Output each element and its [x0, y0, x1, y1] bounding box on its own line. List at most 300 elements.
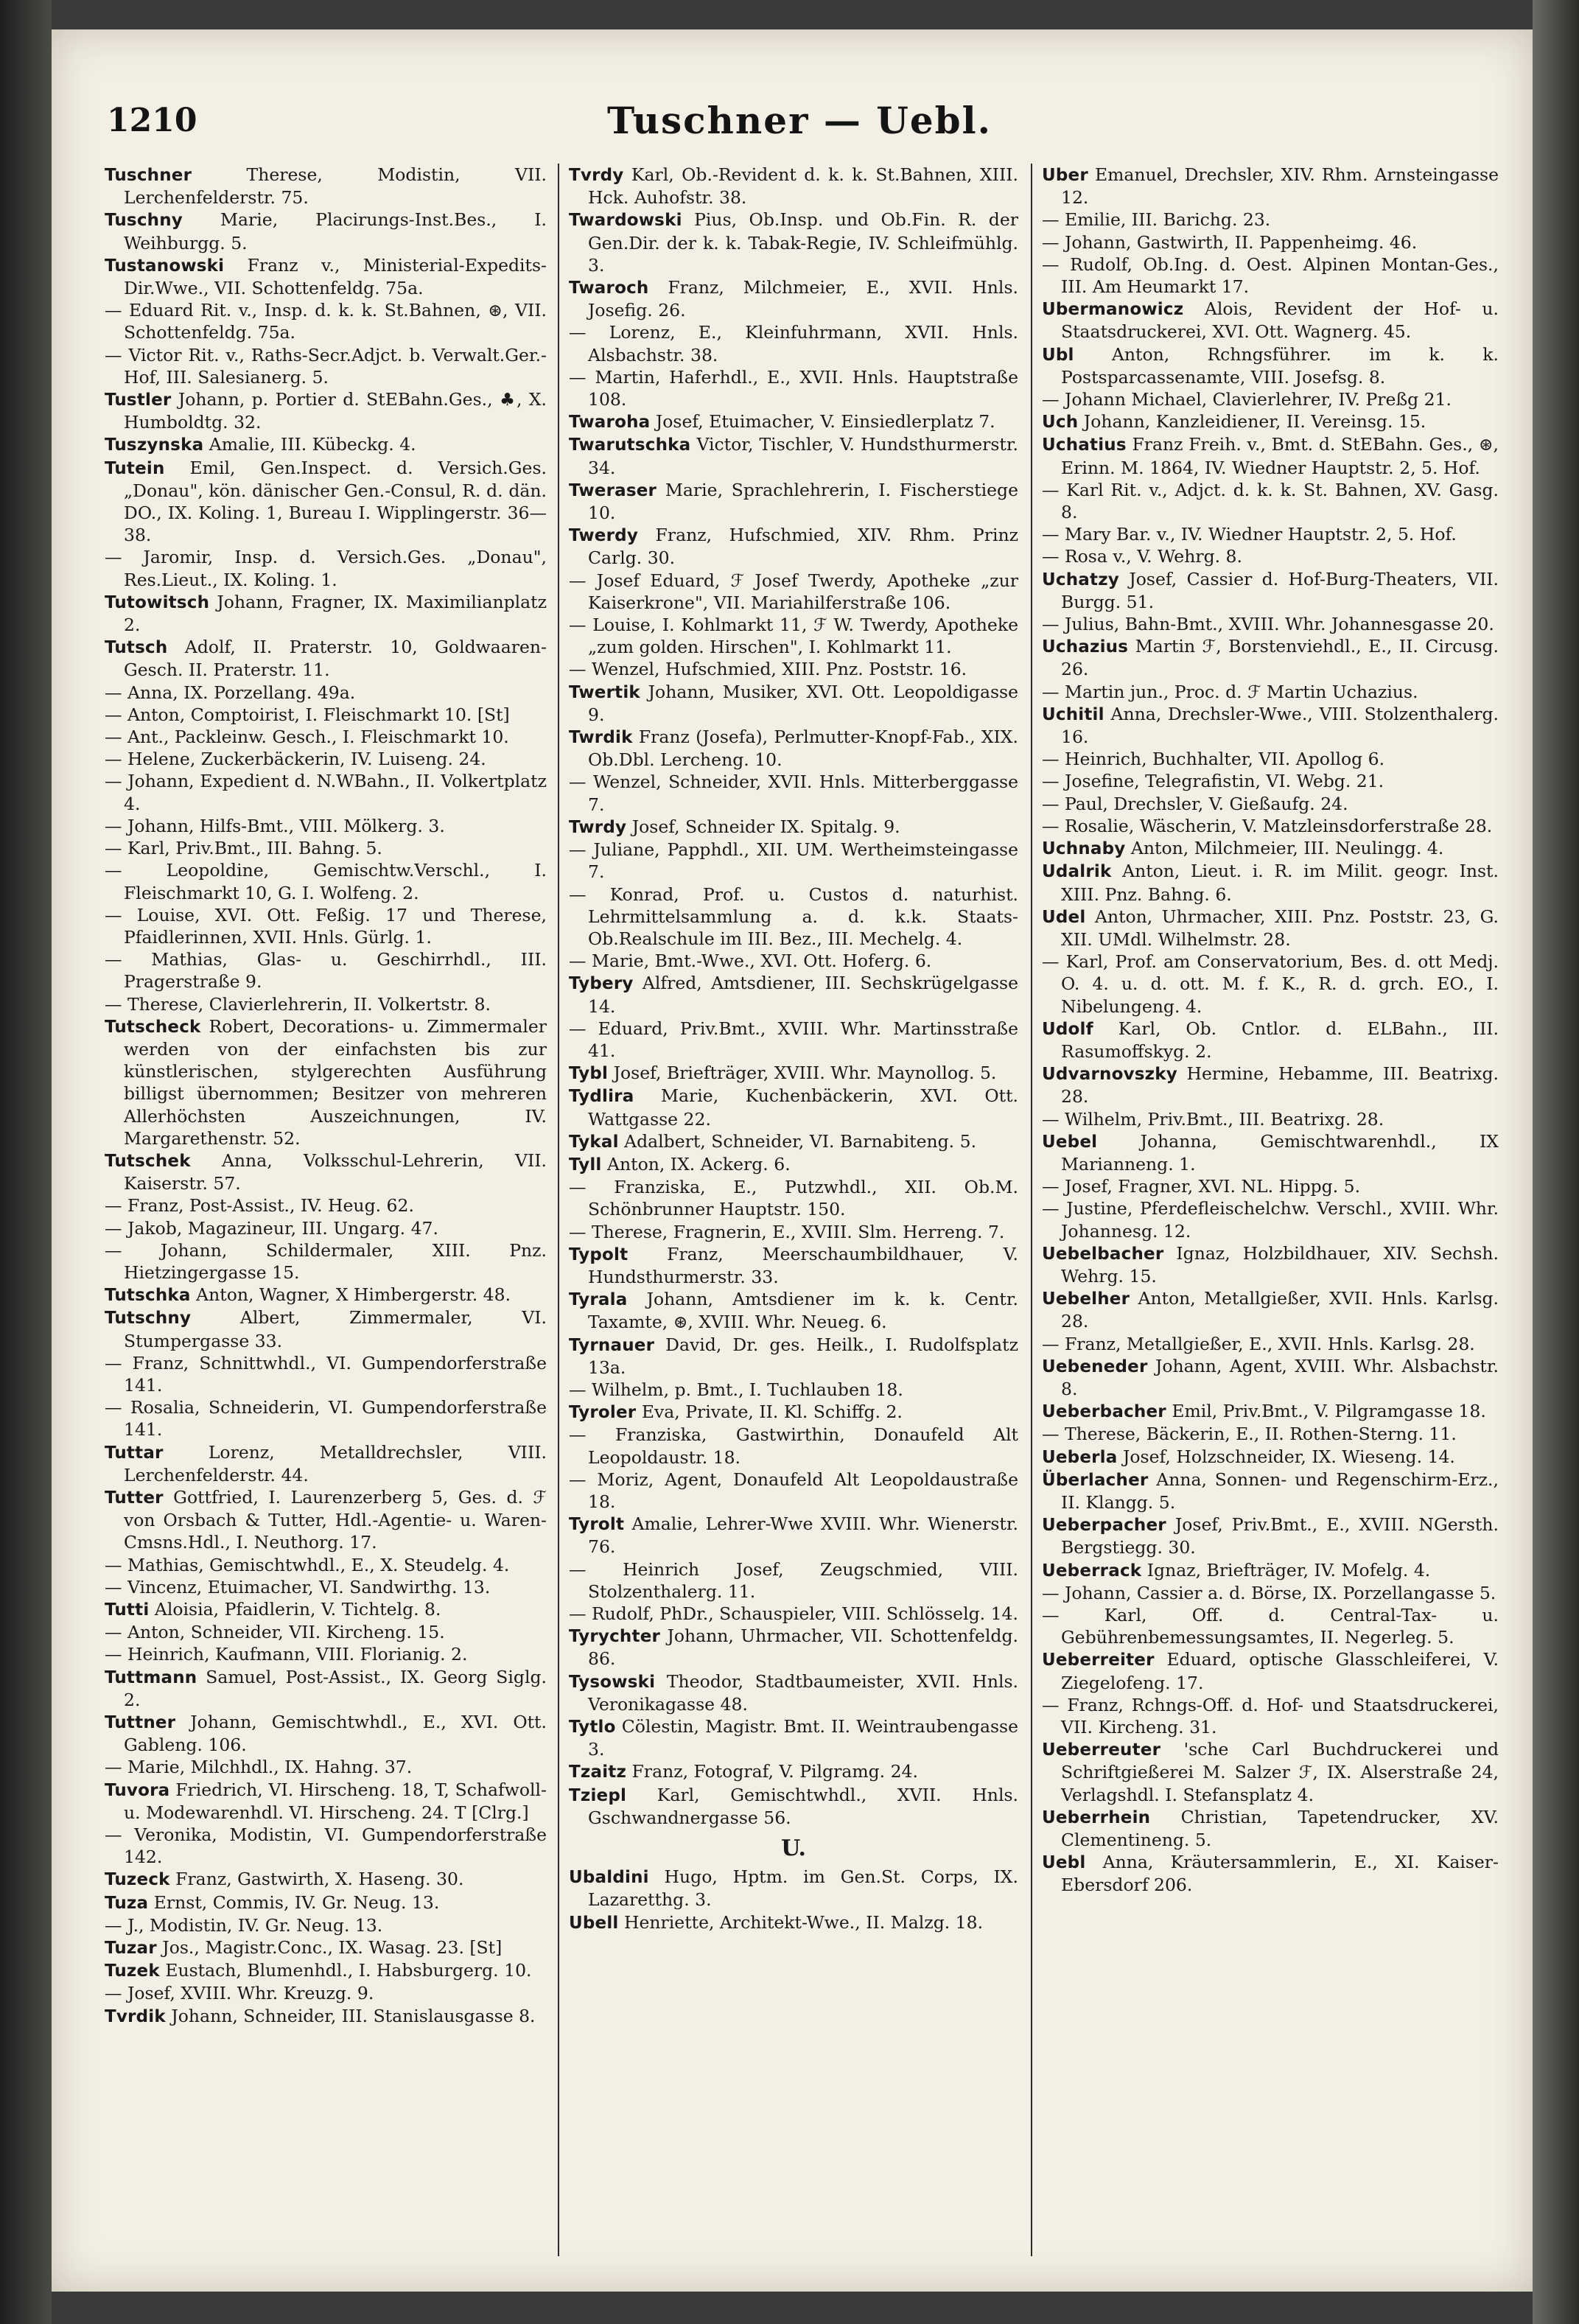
entry-details: Anna, Volksschul-Lehrerin, VII. Kaiserstr. 57. [124, 1149, 547, 1194]
directory-entry [105, 344, 547, 388]
column-3 [1042, 164, 1499, 2271]
directory-entry [1042, 231, 1499, 253]
entry-details: — Josefine, Telegrafistin, VI. Webg. 21. [1042, 771, 1384, 792]
entry-surname: Ubermanowicz [1042, 300, 1184, 320]
entry-surname: Udalrik [1042, 862, 1112, 882]
entry-details: Christian, Tapetendrucker, XV. Clementineng. 5. [1061, 1806, 1499, 1851]
entry-details: Amalie, III. Kübeckg. 4. [209, 434, 416, 455]
directory-entry [569, 1334, 1018, 1379]
directory-entry [569, 209, 1018, 276]
entry-details: — Josef Eduard, ℱ Josef Twerdy, Apotheke „zur Kaiserkrone", VII. Mariahilferstraße 106. [569, 570, 1018, 613]
directory-entry [569, 681, 1018, 726]
directory-entry [1042, 1108, 1499, 1130]
entry-surname: Tvrdy [569, 166, 624, 185]
column-2 [569, 164, 1018, 2271]
entry-surname: Udolf [1042, 1019, 1093, 1039]
entry-surname: Tuttner [105, 1713, 176, 1733]
entry-details: Eustach, Blumenhdl., I. Habsburgerg. 10. [165, 1960, 532, 1981]
directory-entry [105, 904, 547, 948]
entry-details: — Rudolf, PhDr., Schauspieler, VIII. Schlösselg. 14. [569, 1603, 1018, 1624]
directory-entry [1042, 1446, 1499, 1469]
entry-surname: Tyroler [569, 1403, 637, 1423]
entry-surname: Tuttar [105, 1443, 164, 1463]
directory-entry [569, 658, 1018, 680]
entry-details: — Emilie, III. Barichg. 23. [1042, 209, 1271, 231]
entry-details: — Jakob, Magazineur, III. Ungarg. 47. [105, 1217, 438, 1239]
entry-details: Eva, Private, II. Kl. Schiffg. 2. [641, 1401, 903, 1423]
directory-entry [569, 479, 1018, 524]
entry-details: Friedrich, VI. Hirscheng. 18, T, Schafwoll- u. Modewarenhdl. VI. Hirscheng. 24. T [Clrg.] [124, 1779, 547, 1823]
directory-entry [105, 1015, 547, 1149]
page-header [107, 88, 1492, 155]
entry-surname: Tyrychter [569, 1627, 661, 1647]
directory-entry [1042, 1333, 1499, 1355]
entry-details: — Johann, Schildermaler, XIII. Pnz. Hietzingergasse 15. [105, 1239, 547, 1283]
directory-entry [105, 388, 547, 433]
entry-details: — Karl, Prof. am Conservatorium, Bes. d. ott Medj. O. 4. u. d. ott. M. f. K., R. d. grch. EO., I. Nibelungeng. 4. [1042, 951, 1499, 1017]
directory-entry [569, 1153, 1018, 1176]
directory-entry [569, 1085, 1018, 1130]
entry-details: — Vincenz, Etuimacher, VI. Sandwirthg. 13. [105, 1576, 491, 1597]
directory-entry [569, 1911, 1018, 1934]
directory-entry [1042, 681, 1499, 703]
entry-surname: Tvrdik [105, 2006, 166, 2026]
directory-entry [1042, 1559, 1499, 1582]
entry-details: Johann, Schneider, III. Stanislausgasse 8. [171, 2005, 536, 2026]
entry-surname: Tutti [105, 1600, 150, 1620]
entry-details: — Martin, Haferhdl., E., XVII. Hnls. Hauptstraße 108. [569, 366, 1018, 410]
entry-details: Josef, Etuimacher, V. Einsiedlerplatz 7. [655, 411, 995, 433]
directory-entry [1042, 209, 1499, 231]
entry-details: — Johann, Gastwirth, II. Pappenheimg. 46. [1042, 231, 1418, 253]
entry-surname: Uchitil [1042, 704, 1104, 724]
entry-details: — Franz, Post-Assist., IV. Heug. 62. [105, 1195, 414, 1217]
entry-details: — Johann Michael, Clavierlehrer, IV. Preßg 21. [1042, 389, 1452, 410]
entry-surname: Uch [1042, 413, 1079, 433]
column-1 [105, 164, 547, 2271]
column-divider [1031, 164, 1032, 2256]
entry-details: — Therese, Fragnerin, E., XVIII. Slm. Herreng. 7. [569, 1221, 1005, 1242]
entry-details: — Mathias, Glas- u. Geschirrhdl., III. Pragerstraße 9. [105, 949, 547, 993]
entry-details: Victor, Tischler, V. Hundsthurmerstr. 34. [588, 434, 1018, 478]
entry-details: Hermine, Hebamme, III. Beatrixg. 28. [1061, 1063, 1499, 1107]
entry-details: Eduard, optische Glasschleiferei, V. Ziegelofeng. 17. [1061, 1649, 1499, 1693]
entry-details: Johann, Fragner, IX. Maximilianplatz 2. [124, 591, 547, 636]
directory-entry [1042, 298, 1499, 343]
entry-surname: Uebelher [1042, 1289, 1130, 1309]
entry-surname: Tuschny [105, 211, 183, 231]
directory-entry [569, 1784, 1018, 1829]
entry-details: Anna, Kräutersammlerin, E., XI. Kaiser-Ebersdorf 206. [1061, 1852, 1499, 1896]
entry-details: Ignaz, Briefträger, IV. Mofelg. 4. [1146, 1559, 1431, 1581]
directory-entry [569, 726, 1018, 771]
entry-details: Johann, Musiker, XVI. Ott. Leopoldigasse 9. [588, 681, 1018, 725]
directory-entry [1042, 1604, 1499, 1648]
directory-entry [105, 591, 547, 636]
directory-entry [569, 433, 1018, 478]
entry-details: — Franziska, E., Putzwhdl., XII. Ob.M. Schönbrunner Hauptstr. 150. [569, 1177, 1018, 1220]
directory-entry [1042, 770, 1499, 792]
entry-details: Josef, Briefträger, XVIII. Whr. Maynollog. 5. [613, 1063, 997, 1084]
entry-surname: Tziepl [569, 1785, 627, 1805]
entry-details: — Franz, Schnittwhdl., VI. Gumpendorferstraße 141. [105, 1352, 547, 1396]
entry-details: Alois, Revident der Hof- u. Staatsdruckerei, XVI. Ott. Wagnerg. 45. [1061, 298, 1499, 343]
directory-entry [1042, 793, 1499, 815]
entry-surname: Ueberpacher [1042, 1516, 1166, 1536]
entry-details: Anna, Drechsler-Wwe., VIII. Stolzenthalerg. 16. [1061, 703, 1499, 748]
entry-details: Hugo, Hptm. im Gen.St. Corps, IX. Lazaretthg. 3. [588, 1866, 1018, 1911]
entry-surname: Ueberla [1042, 1447, 1118, 1467]
entry-details: Marie, Kuchenbäckerin, XVI. Ott. Wattgasse 22. [588, 1085, 1018, 1130]
entry-surname: Typolt [569, 1245, 629, 1264]
directory-entry [569, 1760, 1018, 1783]
entry-details: Karl, Ob.-Revident d. k. k. St.Bahnen, XIII. Hck. Auhofstr. 38. [588, 164, 1018, 209]
directory-entry [105, 1306, 547, 1351]
entry-details: — Wilhelm, Priv.Bmt., III. Beatrixg. 28. [1042, 1108, 1384, 1130]
entry-details: — Veronika, Modistin, VI. Gumpendorferstraße 142. [105, 1824, 547, 1868]
directory-entry [1042, 1423, 1499, 1445]
directory-entry [1042, 1242, 1499, 1287]
directory-entry [569, 276, 1018, 321]
directory-entry [569, 614, 1018, 658]
entry-details: — Moriz, Agent, Donaufeld Alt Leopoldaustraße 18. [569, 1469, 1018, 1512]
directory-entry [1042, 906, 1499, 951]
entry-surname: Udel [1042, 907, 1086, 927]
entry-surname: Twerdy [569, 526, 639, 546]
directory-entry [1042, 703, 1499, 748]
directory-entry [569, 839, 1018, 883]
entry-surname: Twardowski [569, 211, 682, 231]
entry-details: — Eduard, Priv.Bmt., XVIII. Whr. Martinsstraße 41. [569, 1018, 1018, 1061]
directory-entry [105, 1621, 547, 1643]
entry-details: Josef, Holzschneider, IX. Wieseng. 14. [1122, 1446, 1455, 1467]
entry-details: — Leopoldine, Gemischtw.Verschl., I. Fleischmarkt 10, G. I. Wolfeng. 2. [105, 860, 547, 903]
directory-entry [1042, 1738, 1499, 1806]
entry-details: Emanuel, Drechsler, XIV. Rhm. Arnsteingasse 12. [1061, 164, 1499, 209]
entry-details: Johann, Kanzleidiener, II. Vereinsg. 15. [1083, 411, 1426, 433]
entry-surname: Tytlo [569, 1718, 616, 1737]
entry-details: Robert, Decorations- u. Zimmermaler werden von der einfachsten bis zur künstlerischen, stylgerechten Ausführung billigst übernommen; Besitzer von mehreren Allerhöchsten Auszeichnungen, IV. Margarethenstr. 52. [124, 1015, 547, 1149]
entry-details: Anton, Lieut. i. R. im Milit. geogr. Inst. XIII. Pnz. Bahng. 6. [1061, 861, 1499, 905]
directory-entry [105, 1643, 547, 1665]
directory-entry [1042, 164, 1499, 209]
entry-details: — Wenzel, Hufschmied, XIII. Pnz. Poststr. 16. [569, 659, 967, 680]
directory-entry [569, 1670, 1018, 1715]
directory-entry [105, 1914, 547, 1936]
directory-entry [1042, 815, 1499, 837]
directory-entry [569, 1558, 1018, 1603]
entry-details: Franz, Milchmeier, E., XVII. Hnls. Josefig. 26. [588, 277, 1018, 321]
entry-details: Johann, Uhrmacher, VII. Schottenfeldg. 86. [588, 1625, 1018, 1670]
entry-details: Samuel, Post-Assist., IX. Georg Siglg. 2. [124, 1666, 547, 1710]
entry-details: — Wilhelm, p. Bmt., I. Tuchlauben 18. [569, 1379, 903, 1400]
directory-entry [569, 771, 1018, 815]
entry-details: — Franz, Rchngs-Off. d. Hof- und Staatsdruckerei, VII. Kircheng. 31. [1042, 1694, 1499, 1738]
directory-entry [105, 1824, 547, 1868]
entry-details: Amalie, Lehrer-Wwe XVIII. Whr. Wienerstr. 76. [588, 1513, 1018, 1558]
directory-entry [105, 748, 547, 770]
directory-entry [105, 1598, 547, 1621]
entry-surname: Uchatius [1042, 435, 1127, 455]
directory-entry [105, 682, 547, 704]
directory-entry [105, 1779, 547, 1824]
entry-surname: Twertik [569, 682, 640, 702]
entry-details: — Heinrich Josef, Zeugschmied, VIII. Stolzenthalerg. 11. [569, 1558, 1018, 1602]
directory-entry [1042, 860, 1499, 905]
directory-entry [105, 1576, 547, 1598]
directory-entry [569, 1243, 1018, 1288]
directory-entry [105, 1441, 547, 1486]
entry-details: — Juliane, Papphdl., XII. UM. Wertheimsteingasse 7. [569, 839, 1018, 883]
entry-details: Therese, Modistin, VII. Lerchenfelderstr. 75. [124, 164, 547, 209]
entry-details: Adolf, II. Praterstr. 10, Goldwaaren-Gesch. II. Praterstr. 11. [124, 637, 547, 681]
directory-entry [569, 570, 1018, 614]
directory-entry [1042, 479, 1499, 523]
directory-entry [569, 524, 1018, 569]
entry-details: Marie, Sprachlehrerin, I. Fischerstiege 10. [588, 479, 1018, 524]
entry-details: — Rosa v., V. Wehrg. 8. [1042, 546, 1242, 567]
directory-entry [1042, 568, 1499, 613]
directory-entry [105, 993, 547, 1015]
column-divider [558, 164, 559, 2256]
running-title: Tuschner — Uebl. [606, 99, 992, 142]
directory-entry [569, 1130, 1018, 1153]
directory-entry [1042, 1175, 1499, 1197]
entry-surname: Twaroch [569, 279, 649, 298]
entry-details: Martin ℱ, Borstenviehdl., E., II. Circusg. 26. [1061, 636, 1499, 680]
entry-details: Anton, IX. Ackerg. 6. [607, 1153, 791, 1175]
entry-details: — Rosalie, Wäscherin, V. Matzleinsdorferstraße 28. [1042, 815, 1493, 836]
entry-details: — Johann, Hilfs-Bmt., VIII. Mölkerg. 3. [105, 815, 445, 836]
entry-details: Marie, Placirungs-Inst.Bes., I. Weihburgg. 5. [124, 209, 547, 253]
entry-details: Anna, Sonnen- und Regenschirm-Erz., II. Klangg. 5. [1061, 1469, 1499, 1513]
entry-surname: Tuvora [105, 1780, 170, 1800]
directory-entry [1042, 837, 1499, 860]
entry-details: — J., Modistin, IV. Gr. Neug. 13. [105, 1914, 383, 1936]
directory-entry [1042, 1130, 1499, 1175]
scan-edge-right [1533, 0, 1579, 2324]
entry-surname: Tutscheck [105, 1017, 201, 1037]
entry-details: Theodor, Stadtbaumeister, XVII. Hnls. Veronikagasse 48. [588, 1670, 1018, 1715]
entry-details: — Louise, I. Kohlmarkt 11, ℱ W. Twerdy, Apotheke „zum golden. Hirschen", I. Kohlmarkt 11. [569, 615, 1018, 658]
entry-surname: Tuzeck [105, 1870, 170, 1890]
entry-details: Josef, Priv.Bmt., E., XVIII. NGersth. Bergstiegg. 30. [1061, 1514, 1499, 1558]
directory-entry [569, 816, 1018, 839]
directory-entry [569, 1424, 1018, 1468]
directory-entry [1042, 951, 1499, 1018]
entry-surname: Udvarnovszky [1042, 1065, 1177, 1085]
directory-entry [569, 1379, 1018, 1401]
columns [105, 164, 1505, 2271]
directory-entry [569, 1062, 1018, 1085]
entry-surname: Ueberbacher [1042, 1402, 1166, 1422]
entry-details: — Rudolf, Ob.Ing. d. Oest. Alpinen Montan-Ges., III. Am Heumarkt 17. [1042, 253, 1499, 298]
directory-entry [1042, 1469, 1499, 1513]
directory-entry [569, 1018, 1018, 1062]
entry-surname: Ueberrhein [1042, 1807, 1151, 1827]
directory-entry [569, 366, 1018, 410]
entry-details: Josef, Schneider IX. Spitalg. 9. [631, 816, 900, 837]
directory-entry [569, 164, 1018, 209]
entry-details: Adalbert, Schneider, VI. Barnabiteng. 5. [624, 1130, 977, 1152]
directory-entry [1042, 1582, 1499, 1604]
entry-surname: Tysowski [569, 1672, 656, 1692]
entry-details: — Karl, Off. d. Central-Tax- u. Gebührenbemessungsamtes, II. Negerleg. 5. [1042, 1605, 1499, 1648]
entry-details: Albert, Zimmermaler, VI. Stumpergasse 33. [124, 1307, 547, 1351]
entry-details: — Justine, Pferdefleischelchw. Verschl., XVIII. Whr. Johannesg. 12. [1042, 1198, 1499, 1242]
directory-entry [105, 1554, 547, 1576]
entry-surname: Uchazius [1042, 637, 1129, 657]
entry-details: — Heinrich, Kaufmann, VIII. Florianig. 2. [105, 1644, 468, 1665]
directory-entry [105, 770, 547, 814]
entry-details: — Anton, Schneider, VII. Kircheng. 15. [105, 1622, 445, 1643]
entry-surname: Tutschka [105, 1286, 191, 1306]
entry-surname: Tutter [105, 1488, 164, 1508]
directory-entry [1042, 410, 1499, 433]
directory-entry [105, 457, 547, 547]
entry-surname: Uchnaby [1042, 839, 1126, 859]
entry-surname: Tustanowski [105, 256, 225, 276]
directory-entry [569, 972, 1018, 1017]
entry-details: — Lorenz, E., Kleinfuhrmann, XVII. Hnls. Alsbachstr. 38. [569, 322, 1018, 365]
entry-details: — Konrad, Prof. u. Custos d. naturhist. Lehrmittelsammlung a. d. k.k. Staats-Ob.Realschule im III. Bez., III. Mechelg. 4. [569, 883, 1018, 949]
directory-entry [105, 859, 547, 903]
entry-details: — Julius, Bahn-Bmt., XVIII. Whr. Johannesgasse 20. [1042, 614, 1494, 635]
directory-entry [105, 1982, 547, 2004]
directory-entry [105, 299, 547, 343]
entry-details: Johann, Gemischtwhdl., E., XVI. Ott. Gableng. 106. [124, 1712, 547, 1756]
directory-entry [1042, 1513, 1499, 1558]
entry-details: — Franz, Metallgießer, E., XVII. Hnls. Karlsg. 28. [1042, 1333, 1475, 1354]
entry-details: Gottfried, I. Laurenzerberg 5, Ges. d. ℱ von Orsbach & Tutter, Hdl.-Agentie- u. Waren-Cmsns.Hdl., I. Neuthorg. 17. [124, 1486, 547, 1553]
directory-entry [1042, 1355, 1499, 1400]
entry-details: Franz, Hufschmied, XIV. Rhm. Prinz Carlg. 30. [588, 525, 1018, 569]
section-letter: U. [781, 1835, 806, 1862]
directory-entry [1042, 613, 1499, 635]
entry-surname: Uebeneder [1042, 1357, 1148, 1376]
entry-surname: Twaroha [569, 413, 651, 433]
directory-entry [1042, 523, 1499, 545]
directory-entry [1042, 433, 1499, 478]
entry-surname: Tweraser [569, 480, 657, 500]
entry-surname: Ueberrack [1042, 1561, 1142, 1581]
entry-surname: Ubaldini [569, 1868, 649, 1888]
entry-surname: Tuttmann [105, 1667, 197, 1687]
entry-details: — Anna, IX. Porzellang. 49a. [105, 682, 356, 703]
directory-entry [1042, 635, 1499, 680]
entry-details: Franz, Gastwirth, X. Haseng. 30. [175, 1869, 464, 1890]
directory-entry [105, 1936, 547, 1959]
entry-surname: Tutsch [105, 638, 168, 658]
directory-entry [1042, 1648, 1499, 1693]
entry-details: Ignaz, Holzbildhauer, XIV. Sechsh. Wehrg. 15. [1061, 1242, 1499, 1287]
directory-entry [105, 1239, 547, 1284]
entry-details: Johann, Agent, XVIII. Whr. Alsbachstr. 8. [1061, 1355, 1499, 1399]
entry-surname: Tuschner [105, 166, 192, 185]
entry-surname: Ubl [1042, 345, 1074, 365]
entry-details: — Helene, Zuckerbäckerin, IV. Luiseng. 24. [105, 749, 486, 770]
entry-details: Anton, Metallgießer, XVII. Hnls. Karlsg. 28. [1061, 1288, 1499, 1332]
entry-surname: Tutowitsch [105, 592, 210, 612]
directory-entry [569, 1513, 1018, 1558]
entry-details: Franz v., Ministerial-Expedits-Dir.Wwe., VII. Schottenfeldg. 75a. [124, 254, 547, 299]
directory-entry [569, 321, 1018, 365]
entry-surname: Twarutschka [569, 435, 691, 455]
entry-surname: Tutschek [105, 1151, 191, 1171]
entry-surname: Tustler [105, 391, 172, 410]
entry-details: — Wenzel, Schneider, XVII. Hnls. Mitterberggasse 7. [569, 771, 1018, 815]
directory-entry [1042, 748, 1499, 770]
entry-details: Anton, Uhrmacher, XIII. Pnz. Poststr. 23, G. XII. UMdl. Wilhelmstr. 28. [1061, 906, 1499, 950]
entry-details: — Louise, XVI. Ott. Feßig. 17 und Therese, Pfaidlerinnen, XVII. Hnls. Gürlg. 1. [105, 904, 547, 948]
directory-entry [105, 1149, 547, 1194]
entry-details: — Ant., Packleinw. Gesch., I. Fleischmarkt 10. [105, 727, 509, 748]
entry-surname: Tyll [569, 1155, 602, 1175]
entry-details: Johann, Amtsdiener im k. k. Centr. Taxamte, ⊛, XVIII. Whr. Neueg. 6. [588, 1289, 1018, 1333]
directory-entry [105, 546, 547, 590]
entry-details: — Franziska, Gastwirthin, Donaufeld Alt Leopoldaustr. 18. [569, 1424, 1018, 1468]
entry-details: Jos., Magistr.Conc., IX. Wasag. 23. [St] [162, 1937, 503, 1959]
entry-details: Franz Freih. v., Bmt. d. StEBahn. Ges., ⊛, Erinn. M. 1864, IV. Wiedner Hauptstr. 2, 5. Hof. [1061, 434, 1499, 478]
entry-details: Anton, Rchngsführer. im k. k. Postsparcassenamte, VIII. Josefsg. 8. [1061, 343, 1499, 388]
directory-entry [1042, 1806, 1499, 1851]
entry-details: — Mary Bar. v., IV. Wiedner Hauptstr. 2, 5. Hof. [1042, 524, 1457, 545]
directory-entry [105, 164, 547, 209]
entry-details: — Paul, Drechsler, V. Gießaufg. 24. [1042, 793, 1348, 814]
entry-details: Lorenz, Metalldrechsler, VIII. Lerchenfelderstr. 44. [124, 1441, 547, 1485]
entry-surname: Uebelbacher [1042, 1244, 1164, 1264]
entry-surname: Uber [1042, 166, 1088, 185]
directory-entry [105, 1666, 547, 1711]
directory-entry [1042, 1197, 1499, 1242]
directory-entry [105, 726, 547, 748]
directory-entry [1042, 253, 1499, 298]
directory-entry [569, 410, 1018, 433]
entry-details: David, Dr. ges. Heilk., I. Rudolfsplatz 13a. [588, 1334, 1018, 1378]
directory-entry [105, 815, 547, 837]
directory-entry [1042, 1018, 1499, 1063]
directory-entry [105, 1756, 547, 1778]
directory-entry [105, 837, 547, 859]
entry-details: — Therese, Bäckerin, E., II. Rothen-Sterng. 11. [1042, 1424, 1457, 1445]
entry-surname: Tybl [569, 1064, 609, 1084]
directory-entry [105, 1891, 547, 1914]
entry-details: Henriette, Architekt-Wwe., II. Malzg. 18. [624, 1911, 984, 1933]
entry-details: — Mathias, Gemischtwhdl., E., X. Steudelg. 4. [105, 1554, 510, 1575]
entry-details: — Josef, XVIII. Whr. Kreuzg. 9. [105, 1983, 374, 2004]
entry-surname: Ueberreuter [1042, 1740, 1161, 1760]
entry-details: Emil, Gen.Inspect. d. Versich.Ges. „Donau", kön. dänischer Gen.-Consul, R. d. dän. DO., IX. Koling. 1, Bureau I. Wipplingerstr. 36—38. [124, 457, 547, 546]
directory-page [52, 29, 1533, 2292]
directory-entry [1042, 1287, 1499, 1332]
directory-entry [1042, 1400, 1499, 1423]
entry-details: — Therese, Clavierlehrerin, II. Volkertstr. 8. [105, 993, 491, 1015]
entry-details: — Anton, Comptoirist, I. Fleischmarkt 10. [St] [105, 704, 510, 725]
directory-entry [569, 883, 1018, 951]
page-number: 1210 [107, 102, 197, 139]
entry-details: — Marie, Milchhdl., IX. Hahng. 37. [105, 1757, 413, 1778]
entry-surname: Ubell [569, 1913, 619, 1933]
entry-surname: Tzaitz [569, 1763, 627, 1782]
directory-entry [105, 1396, 547, 1441]
directory-entry [1042, 545, 1499, 567]
entry-surname: Tyrolt [569, 1515, 625, 1535]
entry-details: — Josef, Fragner, XVI. NL. Hippg. 5. [1042, 1176, 1361, 1197]
directory-entry [105, 1959, 547, 1982]
directory-entry [569, 1603, 1018, 1625]
entry-details: Karl, Gemischtwhdl., XVII. Hnls. Gschwandnergasse 56. [588, 1784, 1018, 1828]
directory-entry [105, 1486, 547, 1554]
